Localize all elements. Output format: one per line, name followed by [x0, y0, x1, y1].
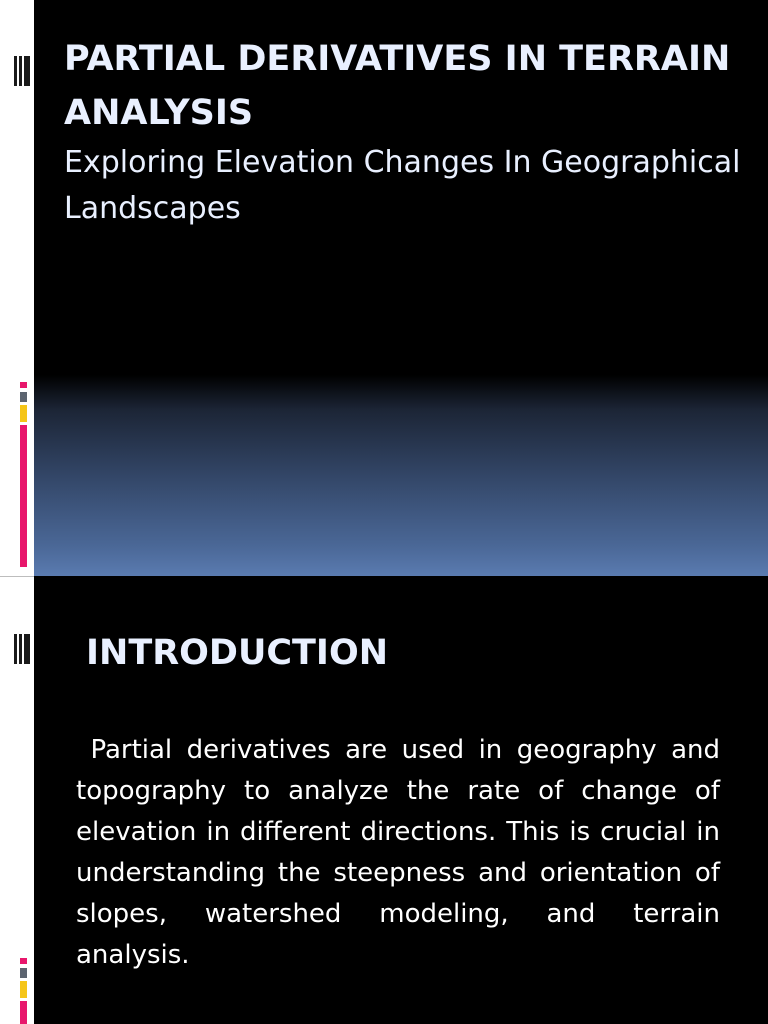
accent-stripe: [20, 425, 27, 567]
accent-stripe: [20, 1001, 27, 1024]
slide-divider: [0, 576, 34, 577]
accent-stripe: [20, 392, 27, 402]
section-heading: INTRODUCTION: [86, 633, 388, 673]
slide-bars-icon: [14, 634, 30, 664]
accent-stripe: [20, 968, 27, 978]
slide-subtitle: Exploring Elevation Changes In Geographical Landscapes: [64, 145, 741, 226]
body-paragraph: Partial derivatives are used in geography and topography to analyze the rate of change of elevation in different directions. This is crucial in understanding the steepness and orientation of slopes, watershed modeling, and terrain analysis.: [76, 735, 720, 970]
accent-stripe: [20, 958, 27, 964]
accent-stripe: [20, 405, 27, 422]
slide-bars-icon: [14, 56, 30, 86]
accent-stripe: [20, 981, 27, 998]
left-margin-strip: [0, 0, 34, 576]
introduction-slide: [0, 576, 768, 1024]
left-margin-strip: [0, 576, 34, 1024]
accent-stripe: [20, 382, 27, 388]
slide-title: PARTIAL DERIVATIVES IN TERRAIN ANALYSIS: [64, 39, 731, 133]
